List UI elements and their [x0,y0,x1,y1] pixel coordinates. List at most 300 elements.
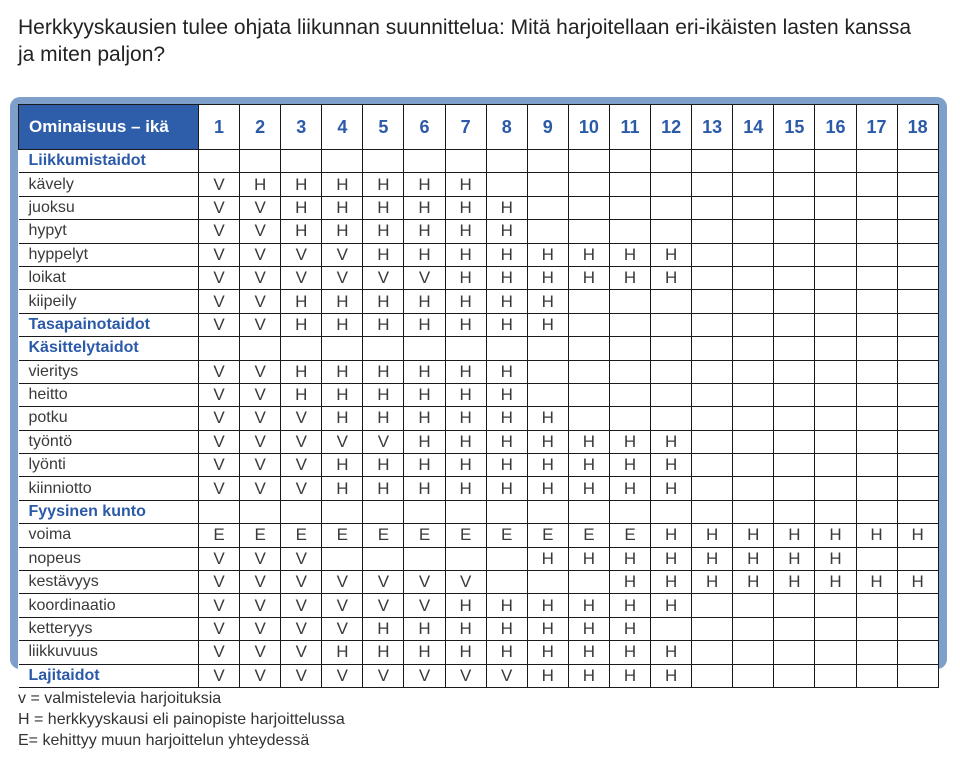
empty-cell [692,243,733,266]
empty-cell [651,173,692,196]
empty-cell [733,337,774,360]
row-label: kiipeily [19,290,199,313]
table-cell: H [322,454,363,477]
table-cell: H [445,454,486,477]
empty-cell [897,383,938,406]
table-cell: H [445,641,486,664]
table-cell: H [322,220,363,243]
age-header: 12 [651,105,692,150]
table-cell: V [363,430,404,453]
empty-cell [856,196,897,219]
empty-cell [609,196,650,219]
legend [18,688,345,751]
empty-cell [897,173,938,196]
section-row [19,664,939,687]
empty-cell [568,150,609,173]
age-header: 10 [568,105,609,150]
empty-cell [651,617,692,640]
table-cell: H [363,313,404,336]
empty-cell [856,617,897,640]
section-label: Fyysinen kunto [19,500,199,523]
table-cell: V [281,477,322,500]
table-cell: H [363,173,404,196]
empty-cell [856,220,897,243]
table-cell: V [322,594,363,617]
table-cell: V [240,594,281,617]
empty-cell [774,220,815,243]
table-cell: V [240,454,281,477]
table-cell: H [527,243,568,266]
table-cell: H [445,173,486,196]
table-cell: H [322,641,363,664]
table-cell: H [281,220,322,243]
table-cell: H [568,664,609,687]
table-cell: H [486,617,527,640]
empty-cell [651,313,692,336]
row-label: loikat [19,266,199,289]
table-cell: H [733,571,774,594]
empty-cell [774,454,815,477]
table-cell: H [486,313,527,336]
table-cell: H [404,430,445,453]
empty-cell [733,617,774,640]
table-cell: H [445,430,486,453]
empty-cell [774,313,815,336]
table-cell: E [568,524,609,547]
age-header: 2 [240,105,281,150]
empty-cell [774,407,815,430]
table-cell: H [651,454,692,477]
table-cell: V [240,290,281,313]
table-cell: H [856,524,897,547]
table-cell: V [240,220,281,243]
empty-cell [240,150,281,173]
row-label: hyppelyt [19,243,199,266]
table-cell: V [199,617,240,640]
table-cell: V [445,664,486,687]
table-cell: H [404,173,445,196]
table-cell: H [404,243,445,266]
empty-cell [692,150,733,173]
table-cell: V [404,594,445,617]
empty-cell [733,150,774,173]
table-cell: H [651,243,692,266]
row-label: potku [19,407,199,430]
empty-cell [486,337,527,360]
empty-cell [281,500,322,523]
table-cell: H [568,641,609,664]
table-cell: H [281,196,322,219]
table-cell: H [322,360,363,383]
table-cell: H [445,594,486,617]
table-cell: V [363,266,404,289]
table-cell: H [527,594,568,617]
table-cell: H [692,524,733,547]
table-cell: V [322,617,363,640]
empty-cell [609,360,650,383]
empty-cell [856,313,897,336]
table-cell: H [322,477,363,500]
table-cell: H [651,477,692,500]
age-header: 17 [856,105,897,150]
table-cell: H [445,383,486,406]
empty-cell [692,220,733,243]
table-cell: V [281,243,322,266]
table-row [19,594,939,617]
table-cell: V [199,571,240,594]
table-cell: V [404,664,445,687]
empty-cell [568,360,609,383]
table-cell: V [240,430,281,453]
table-row [19,290,939,313]
empty-cell [733,196,774,219]
empty-cell [733,407,774,430]
empty-cell [897,220,938,243]
empty-cell [527,337,568,360]
table-row [19,430,939,453]
age-header: 16 [815,105,856,150]
table-cell: V [240,266,281,289]
table-cell: H [404,477,445,500]
table-cell: V [199,313,240,336]
table-cell: H [486,641,527,664]
table-cell: E [240,524,281,547]
section-label: Tasapainotaidot [19,313,199,336]
empty-cell [774,173,815,196]
empty-cell [363,150,404,173]
row-label: heitto [19,383,199,406]
table-row [19,266,939,289]
empty-cell [281,150,322,173]
empty-cell [527,173,568,196]
row-label: kävely [19,173,199,196]
empty-cell [651,337,692,360]
table-row [19,220,939,243]
empty-cell [692,173,733,196]
empty-cell [692,477,733,500]
table-cell: H [651,524,692,547]
table-cell: H [568,266,609,289]
table-cell: H [445,243,486,266]
table-cell: H [363,196,404,219]
sensitivity-table-wrapper [18,104,939,688]
section-row [19,337,939,360]
empty-cell [897,407,938,430]
row-label: työntö [19,430,199,453]
table-cell: H [486,454,527,477]
table-cell: H [527,430,568,453]
section-row [19,150,939,173]
empty-cell [527,571,568,594]
empty-cell [733,664,774,687]
table-cell: H [404,290,445,313]
table-cell: H [486,430,527,453]
table-cell: V [240,547,281,570]
table-cell: H [445,360,486,383]
table-cell: H [363,290,404,313]
empty-cell [568,571,609,594]
table-cell: H [527,617,568,640]
empty-cell [651,407,692,430]
table-cell: V [322,571,363,594]
row-label: voima [19,524,199,547]
empty-cell [692,313,733,336]
table-cell: H [404,641,445,664]
section-label: Liikkumistaidot [19,150,199,173]
table-cell: V [240,641,281,664]
age-header: 8 [486,105,527,150]
empty-cell [568,220,609,243]
table-cell: H [363,220,404,243]
table-cell: V [199,290,240,313]
table-cell: H [322,290,363,313]
table-cell: H [486,383,527,406]
empty-cell [897,196,938,219]
empty-cell [609,337,650,360]
table-cell: E [199,524,240,547]
table-cell: H [240,173,281,196]
table-cell: V [199,594,240,617]
empty-cell [445,150,486,173]
empty-cell [609,173,650,196]
table-cell: H [609,547,650,570]
table-cell: V [404,266,445,289]
sensitivity-periods-table [18,104,939,688]
table-cell: V [199,641,240,664]
empty-cell [897,150,938,173]
table-cell: H [322,407,363,430]
empty-cell [815,220,856,243]
table-cell: H [609,641,650,664]
table-cell: H [486,196,527,219]
table-row [19,407,939,430]
empty-cell [774,266,815,289]
table-cell: H [651,641,692,664]
empty-cell [733,220,774,243]
table-cell: H [363,360,404,383]
empty-cell [815,454,856,477]
table-cell: E [609,524,650,547]
table-cell: H [404,313,445,336]
table-row [19,196,939,219]
table-cell: E [404,524,445,547]
empty-cell [733,290,774,313]
table-cell: V [199,360,240,383]
table-cell: H [486,220,527,243]
table-cell: H [281,360,322,383]
empty-cell [486,500,527,523]
table-cell: H [363,477,404,500]
empty-cell [733,383,774,406]
table-cell: V [240,407,281,430]
table-cell: H [651,430,692,453]
table-cell: H [774,571,815,594]
table-cell: V [363,594,404,617]
empty-cell [404,150,445,173]
empty-cell [692,664,733,687]
empty-cell [568,337,609,360]
empty-cell [856,500,897,523]
table-row [19,454,939,477]
table-cell: H [568,594,609,617]
table-cell: V [322,430,363,453]
table-cell: H [692,547,733,570]
empty-cell [609,220,650,243]
age-header: 9 [527,105,568,150]
table-cell: H [281,290,322,313]
table-cell: H [568,430,609,453]
empty-cell [774,594,815,617]
table-cell: V [199,430,240,453]
empty-cell [815,617,856,640]
table-cell: H [609,477,650,500]
table-cell: H [404,383,445,406]
empty-cell [651,383,692,406]
empty-cell [815,337,856,360]
table-cell: H [322,313,363,336]
empty-cell [568,290,609,313]
table-cell: V [281,547,322,570]
empty-cell [856,266,897,289]
empty-cell [856,383,897,406]
table-cell: H [363,407,404,430]
table-cell: V [281,266,322,289]
table-cell: H [527,477,568,500]
table-body [19,150,939,688]
empty-cell [692,360,733,383]
table-cell: V [445,571,486,594]
table-row [19,360,939,383]
empty-cell [815,266,856,289]
table-cell: V [199,407,240,430]
empty-cell [897,243,938,266]
empty-cell [692,196,733,219]
table-cell: H [281,383,322,406]
empty-cell [815,500,856,523]
page-heading: Herkkyyskausien tulee ohjata liikunnan suunnittelua: Mitä harjoitellaan eri-ikäisten lasten kanssa ja miten paljon? [18,16,911,66]
table-cell: V [199,196,240,219]
table-cell: H [486,594,527,617]
empty-cell [733,243,774,266]
empty-cell [692,337,733,360]
table-cell: V [240,477,281,500]
section-row [19,313,939,336]
table-cell: H [527,664,568,687]
empty-cell [692,266,733,289]
empty-cell [609,383,650,406]
row-label: lyönti [19,454,199,477]
table-cell: V [281,664,322,687]
table-cell: H [609,243,650,266]
age-header: 13 [692,105,733,150]
empty-cell [651,196,692,219]
empty-cell [692,500,733,523]
table-cell: H [445,617,486,640]
empty-cell [856,290,897,313]
empty-cell [609,500,650,523]
empty-cell [568,407,609,430]
empty-cell [199,337,240,360]
table-cell: H [609,594,650,617]
table-cell: H [815,524,856,547]
table-cell: H [486,360,527,383]
table-cell: E [281,524,322,547]
table-cell: H [651,266,692,289]
table-cell: H [609,266,650,289]
empty-cell [774,243,815,266]
table-cell: H [445,220,486,243]
empty-cell [568,313,609,336]
empty-cell [815,173,856,196]
table-cell: H [322,196,363,219]
table-cell: H [568,243,609,266]
empty-cell [692,594,733,617]
empty-cell [486,547,527,570]
table-cell: H [651,571,692,594]
row-label: kiinniotto [19,477,199,500]
empty-cell [609,313,650,336]
empty-cell [486,571,527,594]
table-cell: H [363,454,404,477]
table-row [19,617,939,640]
empty-cell [815,430,856,453]
empty-cell [404,547,445,570]
table-cell: H [322,173,363,196]
table-cell: E [527,524,568,547]
empty-cell [322,150,363,173]
empty-cell [651,290,692,313]
table-cell: V [240,617,281,640]
empty-cell [733,454,774,477]
empty-cell [897,547,938,570]
table-cell: E [363,524,404,547]
empty-cell [856,407,897,430]
empty-cell [240,500,281,523]
empty-cell [897,266,938,289]
table-cell: H [486,290,527,313]
table-cell: H [445,266,486,289]
table-row [19,477,939,500]
row-label: juoksu [19,196,199,219]
empty-cell [897,360,938,383]
empty-cell [527,196,568,219]
table-cell: H [774,524,815,547]
table-cell: V [322,664,363,687]
table-row [19,173,939,196]
empty-cell [733,430,774,453]
empty-cell [774,617,815,640]
table-cell: H [609,571,650,594]
empty-cell [897,430,938,453]
table-cell: H [651,664,692,687]
row-label: kestävyys [19,571,199,594]
table-cell: V [199,477,240,500]
table-cell: H [897,571,938,594]
table-cell: H [774,547,815,570]
empty-cell [856,150,897,173]
empty-cell [774,196,815,219]
table-cell: V [281,594,322,617]
table-cell: H [527,266,568,289]
empty-cell [692,430,733,453]
empty-cell [651,360,692,383]
table-cell: V [199,454,240,477]
legend-item-v: v = valmistelevia harjoituksia [18,690,222,707]
empty-cell [897,337,938,360]
empty-cell [609,290,650,313]
empty-cell [363,547,404,570]
empty-cell [568,196,609,219]
